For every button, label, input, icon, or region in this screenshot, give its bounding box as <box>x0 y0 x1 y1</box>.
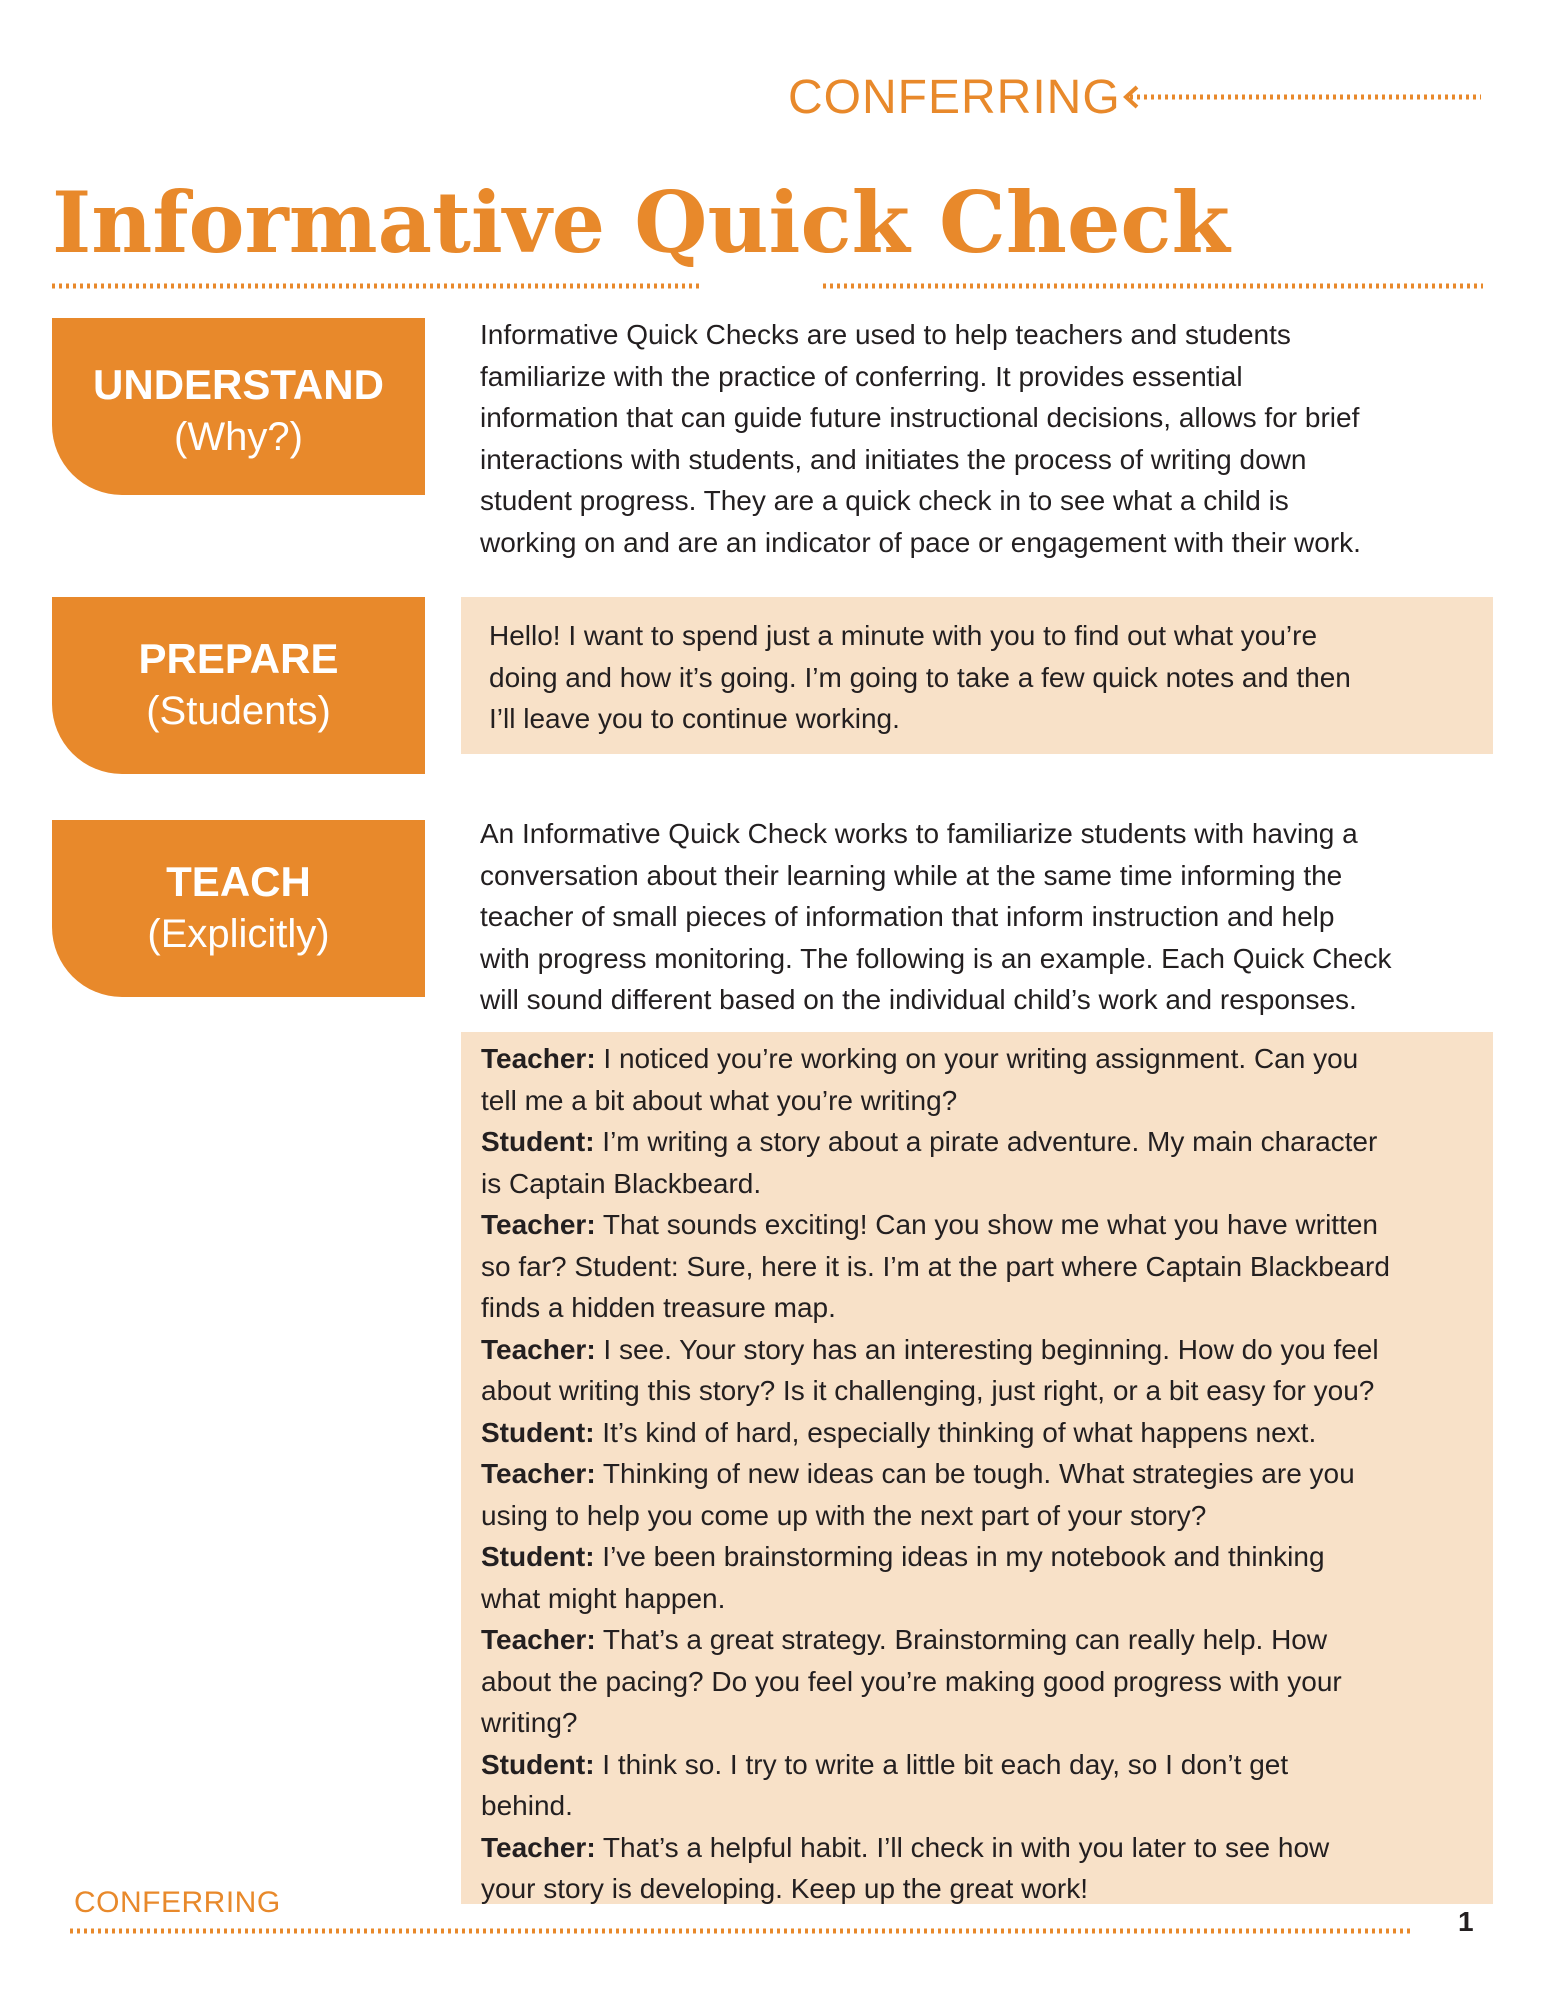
speaker-label: Student: <box>481 1541 595 1572</box>
title-dotted-rule-right <box>823 282 1483 290</box>
dialogue-line <box>481 1287 1473 1329</box>
speaker-label: Teacher: <box>481 1624 596 1655</box>
footer-section-label: CONFERRING <box>74 1886 281 1919</box>
understand-tab-subtitle: (Why?) <box>174 415 303 459</box>
understand-line: interactions with students, and initiates the process of writing down <box>480 443 1307 475</box>
dialogue-line <box>481 1038 1473 1080</box>
speaker-label: Teacher: <box>481 1458 596 1489</box>
dialogue-text: That sounds exciting! Can you show me what you have written <box>595 1209 1378 1240</box>
teach-line: An Informative Quick Check works to familiarize students with having a <box>480 818 1358 849</box>
page-title: Informative Quick Check <box>52 173 1230 272</box>
dialogue-line <box>481 1785 1473 1827</box>
dialogue-line <box>481 1246 1473 1288</box>
speaker-label: Student: <box>481 1748 595 1780</box>
dialogue-line <box>481 1827 1473 1869</box>
understand-line: student progress. They are a quick check in to see what a child is <box>480 485 1289 516</box>
teach-tab <box>52 820 425 997</box>
dialogue-line <box>481 1619 1473 1661</box>
dialogue-text: about writing this story? Is it challenging, just right, or a bit easy for you? <box>481 1375 1375 1406</box>
dialogue-line <box>481 1702 1473 1744</box>
understand-tab <box>52 318 425 495</box>
prepare-script-box <box>461 597 1493 754</box>
speaker-label: Student: <box>481 1126 595 1157</box>
dialogue-line <box>481 1329 1473 1371</box>
dialogue-text: behind. <box>481 1790 573 1821</box>
dialogue-text: tell me a bit about what you’re writing? <box>481 1084 958 1116</box>
title-dotted-rule-left <box>52 282 702 290</box>
dotted-arrow-line <box>1113 82 1483 112</box>
dialogue-text: That’s a helpful habit. I’ll check in with you later to see how <box>595 1831 1330 1863</box>
understand-line: familiarize with the practice of conferring. It provides essential <box>480 360 1243 392</box>
page-number: 1 <box>1458 1906 1474 1937</box>
footer-dotted-rule <box>70 1927 1410 1935</box>
dialogue-line <box>481 1453 1473 1495</box>
dialogue-line <box>481 1412 1473 1454</box>
understand-line: information that can guide future instructional decisions, allows for brief <box>480 402 1360 433</box>
dialogue-line <box>481 1578 1473 1620</box>
dialogue-line <box>481 1080 1473 1122</box>
teach-line: teacher of small pieces of information that inform instruction and help <box>480 901 1335 932</box>
prepare-tab-subtitle: (Students) <box>146 689 331 733</box>
prepare-line: doing and how it’s going. I’m going to take a few quick notes and then <box>489 661 1351 693</box>
prepare-line: Hello! I want to spend just a minute with you to find out what you’re <box>489 620 1318 651</box>
dialogue-text: what might happen. <box>481 1582 726 1614</box>
teach-tab-subtitle: (Explicitly) <box>147 912 330 956</box>
section-header-label: CONFERRING <box>788 71 1121 124</box>
dialogue-line <box>481 1495 1473 1537</box>
teach-line: will sound different based on the individual child’s work and responses. <box>480 984 1357 1015</box>
teach-tab-title: TEACH <box>166 858 311 905</box>
dialogue-line <box>481 1744 1473 1786</box>
dialogue-text: I noticed you’re working on your writing assignment. Can you <box>595 1043 1359 1074</box>
teach-line: conversation about their learning while at the same time informing the <box>480 859 1343 891</box>
dialogue-text: I see. Your story has an interesting beginning. How do you feel <box>595 1333 1379 1365</box>
dialogue-line <box>481 1868 1473 1910</box>
speaker-label: Teacher: <box>481 1831 596 1863</box>
dialogue-text: I’ve been brainstorming ideas in my notebook and thinking <box>594 1541 1325 1572</box>
dialogue-text: Thinking of new ideas can be tough. What strategies are you <box>595 1458 1355 1489</box>
dialogue-text: It’s kind of hard, especially thinking of what happens next. <box>594 1416 1317 1448</box>
understand-tab-title: UNDERSTAND <box>93 361 384 408</box>
dialogue-text: so far? Student: Sure, here it is. I’m at the part where Captain Blackbeard <box>481 1250 1390 1282</box>
dialogue-text: That’s a great strategy. Brainstorming can really help. How <box>595 1624 1328 1655</box>
dialogue-text: I’m writing a story about a pirate adventure. My main character <box>594 1126 1378 1157</box>
dialogue-text: finds a hidden treasure map. <box>481 1292 836 1323</box>
speaker-label: Teacher: <box>481 1209 596 1240</box>
dialogue-text: writing? <box>481 1707 578 1738</box>
dialogue-line <box>481 1536 1473 1578</box>
dialogue-line <box>481 1121 1473 1163</box>
dialogue-line <box>481 1661 1473 1703</box>
prepare-line: I’ll leave you to continue working. <box>489 703 900 734</box>
understand-line: Informative Quick Checks are used to help teachers and students <box>480 319 1291 350</box>
dialogue-line <box>481 1370 1473 1412</box>
dialogue-text: is Captain Blackbeard. <box>481 1167 762 1199</box>
example-dialogue-box <box>461 1032 1493 1904</box>
dialogue-line <box>481 1204 1473 1246</box>
understand-line: working on and are an indicator of pace or engagement with their work. <box>480 526 1361 558</box>
prepare-tab-title: PREPARE <box>138 635 339 682</box>
dialogue-line <box>481 1163 1473 1205</box>
dialogue-text: your story is developing. Keep up the great work! <box>481 1873 1089 1904</box>
teach-text <box>480 813 1490 1021</box>
dialogue-text: using to help you come up with the next part of your story? <box>481 1499 1207 1531</box>
dialogue-text: I think so. I try to write a little bit each day, so I don’t get <box>594 1748 1289 1780</box>
understand-text <box>480 314 1490 563</box>
teach-line: with progress monitoring. The following is an example. Each Quick Check <box>480 942 1392 974</box>
speaker-label: Student: <box>481 1416 595 1448</box>
speaker-label: Teacher: <box>481 1043 596 1074</box>
speaker-label: Teacher: <box>481 1333 596 1365</box>
dialogue-text: about the pacing? Do you feel you’re making good progress with your <box>481 1665 1342 1697</box>
prepare-tab <box>52 597 425 774</box>
